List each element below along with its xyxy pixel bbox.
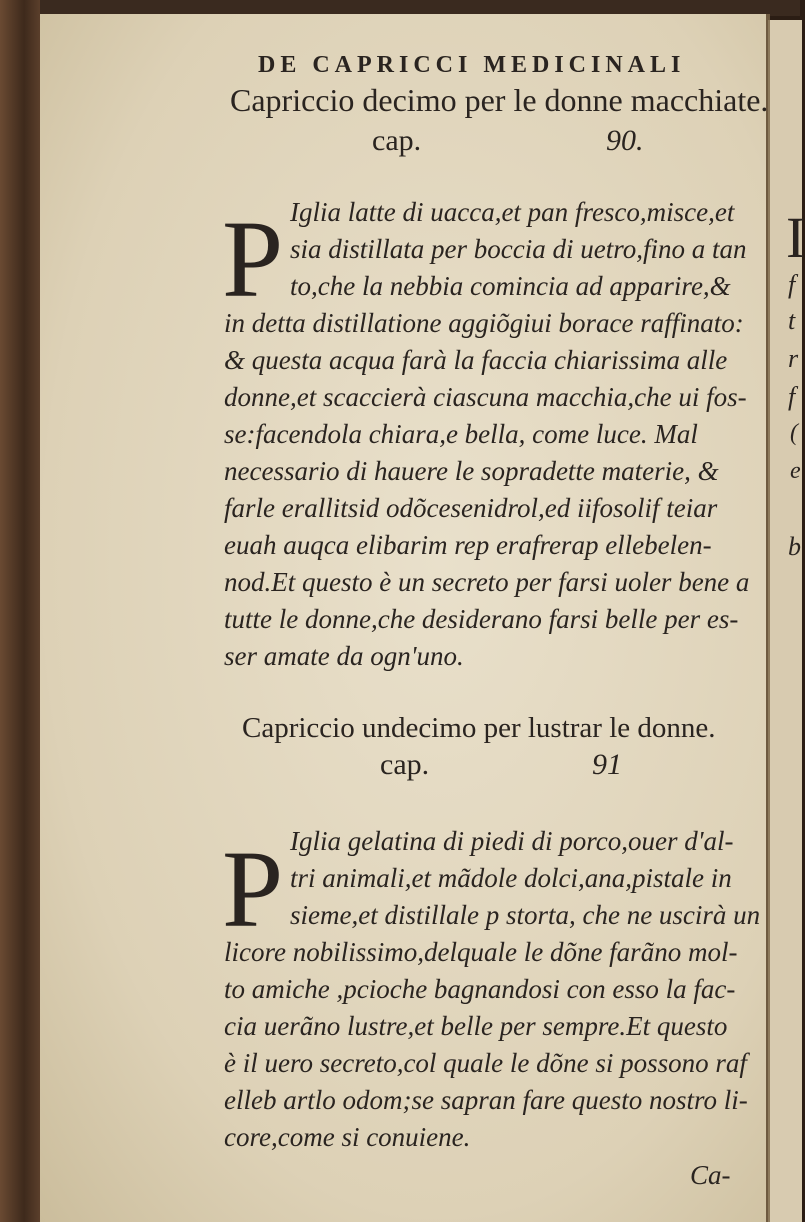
drop-initial: P (222, 198, 284, 320)
facing-page-glyph: ( (790, 420, 798, 446)
text-line: to,che la nebbia comincia ad apparire,& (290, 271, 731, 301)
cap-label: cap. (372, 124, 422, 157)
text-line: & questa acqua farà la faccia chiarissima alle (224, 345, 728, 375)
text-line: sia distillata per boccia di uetro,fino a tan (290, 234, 747, 264)
facing-page-glyph: I (786, 205, 805, 270)
section-title: Capriccio decimo per le donne macchiate. (230, 82, 769, 118)
text-line: tri animali,et mãdole dolci,ana,pistale in (290, 863, 732, 893)
facing-page-glyph: b (788, 532, 801, 561)
text-line: in detta distillatione aggiõgiui borace raffinato: (224, 308, 744, 338)
text-line: licore nobilissimo,delquale le dõne farãno mol- (224, 937, 738, 967)
text-line: è il uero secreto,col quale le dõne si possono raf (224, 1048, 747, 1078)
running-head: DE CAPRICCI MEDICINALI (258, 52, 686, 78)
section-title: Capriccio undecimo per lustrar le donne. (242, 712, 716, 744)
facing-page-glyph: e (790, 458, 801, 484)
facing-page-glyph: r (788, 344, 799, 373)
text-line: cia uerãno lustre,et belle per sempre.Et questo (224, 1011, 728, 1041)
text-line: se:facendola chiara,e bella, come luce. Mal (224, 419, 698, 449)
drop-initial: P (222, 828, 284, 950)
text-line: farle erallitsid odõcesenidrol,ed iifosolif teiar (224, 493, 718, 523)
text-line: ser amate da ogn'uno. (224, 641, 464, 671)
cap-number: 91 (592, 748, 622, 781)
cap-label: cap. (380, 748, 430, 781)
next-page-edge (768, 20, 802, 1222)
text-line: sieme,et distillale p storta, che ne uscirà un (290, 900, 761, 930)
facing-page-glyph: t (788, 306, 796, 335)
text-line: to amiche ,pcioche bagnandosi con esso la fac- (224, 974, 736, 1004)
text-line: necessario di hauere le sopradette materie, & (224, 456, 719, 486)
book-spine (0, 0, 40, 1222)
catchword: Ca- (690, 1160, 731, 1190)
text-line: euah auqca elibarim rep erafrerap ellebelen- (224, 530, 712, 560)
text-line: nod.Et questo è un secreto per farsi uoler bene a (224, 567, 750, 597)
text-line: Iglia latte di uacca,et pan fresco,misce,et (290, 197, 735, 227)
text-line: tutte le donne,che desiderano farsi belle per es- (224, 604, 739, 634)
text-line: core,come si conuiene. (224, 1122, 471, 1152)
text-line: donne,et scaccierà ciascuna macchia,che ui fos- (224, 382, 747, 412)
text-line: Iglia gelatina di piedi di porco,ouer d'al- (290, 826, 734, 856)
cap-number: 90. (606, 124, 644, 157)
facing-page-glyph: f (788, 270, 796, 299)
text-line: elleb artlo odom;se sapran fare questo nostro li- (224, 1085, 748, 1115)
facing-page-glyph: f (788, 382, 796, 411)
